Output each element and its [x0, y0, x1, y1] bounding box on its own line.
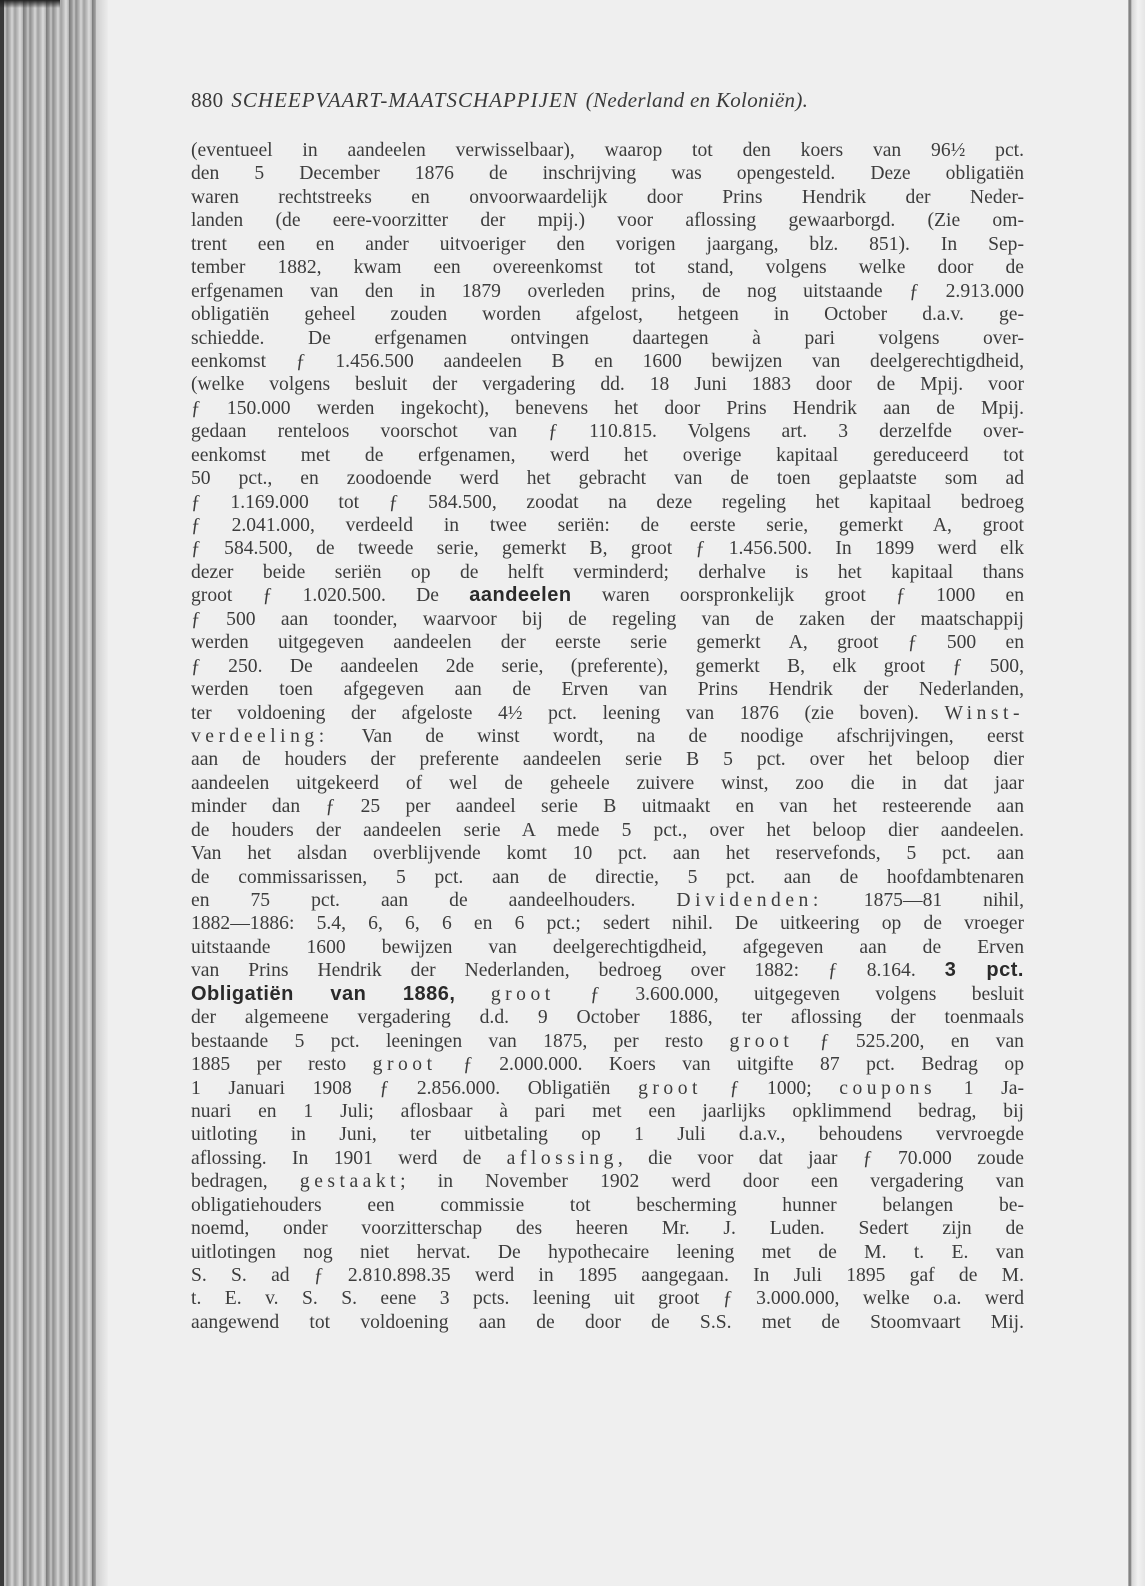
- book-binding-edge: [0, 0, 96, 1586]
- top-shadow: [0, 0, 60, 8]
- text-segment: de commissarissen, 5 pct. aan de directie, 5 pct. aan de hoofdambtenaren: [191, 866, 1024, 888]
- spaced-term: aflossing: [506, 1147, 618, 1169]
- text-segment: uitlotingen nog niet hervat. De hypothecaire leening met de M. t. E. van: [191, 1241, 1024, 1263]
- text-line: [191, 748, 1024, 771]
- text-line: [191, 233, 1024, 256]
- text-line: [191, 842, 1024, 865]
- text-segment: Van de winst wordt, na de noodige afschrijvingen, eerst: [328, 725, 1024, 747]
- text-segment: aandeelen uitgekeerd of wel de geheele zuivere winst, zoo die in dat jaar: [191, 772, 1024, 794]
- text-line: [191, 303, 1024, 326]
- text-line: [191, 1264, 1024, 1287]
- running-header: [191, 88, 991, 113]
- spaced-term: Winst-: [944, 702, 1024, 724]
- text-segment: en 75 pct. aan de aandeelhouders.: [191, 890, 677, 911]
- text-segment: aflossing. In 1901 werd de: [191, 1147, 507, 1169]
- text-segment: werden toen afgegeven aan de Erven van Prins Hendrik der Nederlanden,: [191, 679, 1024, 701]
- text-segment: aangewend tot voldoening aan de door de S.S. met de Stoomvaart Mij.: [191, 1311, 1024, 1333]
- text-segment: der algemeene vergadering d.d. 9 October 1886, ter aflossing der toenmaals: [191, 1007, 1024, 1029]
- text-line: [191, 1123, 1024, 1146]
- text-line: [191, 772, 1024, 795]
- text-line: [191, 1030, 1024, 1053]
- text-line: [191, 327, 1024, 350]
- text-line: [191, 912, 1024, 935]
- text-segment: ƒ 1.169.000 tot ƒ 584.500, zoodat na deze regeling het kapitaal bedroeg: [191, 491, 1024, 513]
- text-segment: ƒ 3.600.000, uitgegeven volgens besluit: [554, 983, 1024, 1005]
- text-segment: obligatiën geheel zouden worden afgelost, hetgeen in October d.a.v. ge-: [191, 304, 1024, 326]
- text-line: [191, 537, 1024, 560]
- text-line: [191, 1241, 1024, 1264]
- text-line: [191, 1077, 1024, 1100]
- spaced-term: gestaakt: [299, 1171, 401, 1193]
- text-line: [191, 256, 1024, 279]
- text-segment: noemd, onder voorzitterschap des heeren Mr. J. Luden. Sedert zijn de: [191, 1218, 1024, 1240]
- text-segment: ; in November 1902 werd door een vergadering van: [400, 1171, 1024, 1193]
- text-line: [191, 959, 1024, 982]
- text-line: [191, 444, 1024, 467]
- text-segment: [455, 984, 490, 1005]
- section-heading: Obligatiën van 1886,: [191, 982, 456, 1005]
- spaced-term: groot: [638, 1077, 702, 1099]
- text-line: [191, 491, 1024, 514]
- text-line: [191, 795, 1024, 818]
- text-segment: schiedde. De erfgenamen ontvingen daartegen à pari volgens over-: [191, 327, 1024, 349]
- text-line: [191, 1287, 1024, 1310]
- text-segment: eenkomst met de erfgenamen, werd het overige kapitaal gereduceerd tot: [191, 444, 1024, 466]
- text-segment: ƒ 250. De aandeelen 2de serie, (preferente), gemerkt B, elk groot ƒ 500,: [191, 655, 1024, 677]
- text-line: [191, 936, 1024, 959]
- text-line: [191, 1170, 1024, 1193]
- text-line: [191, 584, 1024, 607]
- text-segment: eenkomst ƒ 1.456.500 aandeelen B en 1600 bewijzen van deelgerechtigdheid,: [191, 350, 1024, 372]
- text-segment: 1875—81 nihil,: [822, 890, 1024, 911]
- text-segment: minder dan ƒ 25 per aandeel serie B uitmaakt en van het resteerende aan: [191, 796, 1024, 818]
- text-segment: ter voldoening der afgeloste 4½ pct. leening van 1876 (zie boven).: [191, 702, 945, 724]
- text-segment: nuari en 1 Juli; aflosbaar à pari met een jaarlijks opklimmend bedrag, bij: [191, 1100, 1024, 1122]
- text-segment: erfgenamen van den in 1879 overleden prins, de nog uitstaande ƒ 2.913.000: [191, 280, 1024, 302]
- text-line: [191, 1311, 1024, 1334]
- text-segment: bedragen,: [191, 1171, 300, 1193]
- text-line: [191, 725, 1024, 748]
- text-line: [191, 655, 1024, 678]
- spaced-term: groot: [490, 983, 555, 1005]
- text-segment: uitstaande 1600 bewijzen van deelgerechtigdheid, afgegeven aan de Erven: [191, 936, 1024, 958]
- binding-shadow: [0, 0, 4, 1586]
- spaced-term: coupons: [839, 1077, 937, 1099]
- text-line: [191, 1217, 1024, 1240]
- text-line: [191, 350, 1024, 373]
- text-segment: t. E. v. S. S. eene 3 pcts. leening uit groot ƒ 3.000.000, welke o.a. werd: [191, 1288, 1024, 1310]
- text-line: [191, 373, 1024, 396]
- text-segment: ƒ 1000;: [701, 1077, 840, 1099]
- text-segment: gedaan renteloos voorschot van ƒ 110.815. Volgens art. 3 derzelfde over-: [191, 421, 1024, 443]
- text-segment: 50 pct., en zoodoende werd het gebracht van de toen geplaatste som ad: [191, 468, 1024, 490]
- text-line: [191, 209, 1024, 232]
- text-segment: 1885 per resto: [191, 1054, 373, 1076]
- text-segment: bestaande 5 pct. leeningen van 1875, per resto: [191, 1030, 730, 1052]
- page-right-edge: [1128, 0, 1145, 1586]
- text-segment: tember 1882, kwam een overeenkomst tot stand, volgens welke door de: [191, 257, 1024, 279]
- text-segment: waren oorspronkelijk groot ƒ 1000 en: [571, 585, 1025, 607]
- spaced-term: verdeeling:: [191, 725, 329, 747]
- text-segment: landen (de eere-voorzitter der mpij.) voor aflossing gewaarborgd. (Zie om-: [191, 210, 1024, 232]
- section-heading: 3 pct.: [944, 959, 1024, 982]
- text-segment: (eventueel in aandeelen verwisselbaar), waarop tot den koers van 96½ pct.: [191, 140, 1024, 161]
- text-line: [191, 1053, 1024, 1076]
- text-line: [191, 467, 1024, 490]
- text-segment: 1 Januari 1908 ƒ 2.856.000. Obligatiën: [191, 1077, 639, 1099]
- text-line: [191, 866, 1024, 889]
- text-line: [191, 420, 1024, 443]
- text-segment: 1882—1886: 5.4, 6, 6, 6 en 6 pct.; sedert nihil. De uitkeering op de vroeger: [191, 913, 1024, 935]
- text-segment: de houders der aandeelen serie A mede 5 pct., over het beloop dier aandeelen.: [191, 819, 1024, 841]
- text-segment: van Prins Hendrik der Nederlanden, bedroeg over 1882: ƒ 8.164.: [191, 960, 945, 982]
- text-segment: ƒ 525.200, en van: [793, 1030, 1024, 1052]
- text-line: [191, 1147, 1024, 1170]
- text-line: [191, 1194, 1024, 1217]
- text-line: [191, 280, 1024, 303]
- spaced-term: groot: [729, 1030, 794, 1052]
- text-segment: groot ƒ 1.020.500. De: [191, 585, 470, 607]
- text-segment: ƒ 584.500, de tweede serie, gemerkt B, groot ƒ 1.456.500. In 1899 werd elk: [191, 538, 1024, 560]
- text-segment: ƒ 2.041.000, verdeeld in twee seriën: de eerste serie, gemerkt A, groot: [191, 515, 1024, 536]
- text-segment: ƒ 150.000 werden ingekocht), benevens het door Prins Hendrik aan de Mpij.: [191, 397, 1024, 419]
- text-line: [191, 678, 1024, 701]
- header-subtitle: (Nederland en Koloniën).: [585, 88, 809, 112]
- text-line: [191, 186, 1024, 209]
- header-title: SCHEEPVAART-MAATSCHAPPIJEN: [231, 88, 578, 112]
- text-line: [191, 514, 1024, 537]
- text-line: [191, 561, 1024, 584]
- text-line: [191, 819, 1024, 842]
- text-segment: obligatiehouders een commissie tot bescherming hunner belangen be-: [191, 1194, 1024, 1216]
- text-line: [191, 702, 1024, 725]
- text-segment: Van het alsdan overblijvende komt 10 pct. aan het reservefonds, 5 pct. aan: [191, 843, 1024, 865]
- text-segment: (welke volgens besluit der vergadering dd. 18 Juni 1883 door de Mpij. voor: [191, 374, 1024, 396]
- text-segment: uitloting in Juni, ter uitbetaling op 1 Juli d.a.v., behoudens vervroegde: [191, 1124, 1024, 1146]
- text-line: [191, 983, 1024, 1006]
- text-segment: werden uitgegeven aandeelen der eerste serie gemerkt A, groot ƒ 500 en: [191, 632, 1024, 654]
- page-number: 880: [191, 88, 224, 112]
- text-line: [191, 1006, 1024, 1029]
- text-segment: S. S. ad ƒ 2.810.898.35 werd in 1895 aangegaan. In Juli 1895 gaf de M.: [191, 1265, 1024, 1286]
- body-text: [191, 139, 1024, 1334]
- text-segment: 1 Ja-: [936, 1077, 1024, 1099]
- spaced-term: Dividenden:: [676, 890, 823, 911]
- spaced-term: groot: [372, 1054, 437, 1076]
- text-line: [191, 608, 1024, 631]
- text-line: [191, 631, 1024, 654]
- text-line: [191, 139, 1024, 162]
- text-segment: , die voor dat jaar ƒ 70.000 zoude: [617, 1147, 1024, 1169]
- text-line: [191, 889, 1024, 912]
- text-line: [191, 397, 1024, 420]
- text-segment: ƒ 500 aan toonder, waarvoor bij de regeling van de zaken der maatschappij: [191, 608, 1024, 630]
- text-segment: trent een en ander uitvoeriger den vorigen jaargang, blz. 851). In Sep-: [191, 233, 1024, 255]
- text-segment: aan de houders der preferente aandeelen serie B 5 pct. over het beloop dier: [191, 749, 1024, 771]
- text-segment: den 5 December 1876 de inschrijving was opengesteld. Deze obligatiën: [191, 163, 1024, 185]
- section-heading: aandeelen: [469, 584, 572, 607]
- text-line: [191, 162, 1024, 185]
- text-segment: dezer beide seriën op de helft verminderd; derhalve is het kapitaal thans: [191, 561, 1024, 583]
- text-segment: waren rechtstreeks en onvoorwaardelijk door Prins Hendrik der Neder-: [191, 186, 1024, 208]
- text-line: [191, 1100, 1024, 1123]
- text-segment: ƒ 2.000.000. Koers van uitgifte 87 pct. Bedrag op: [436, 1054, 1024, 1076]
